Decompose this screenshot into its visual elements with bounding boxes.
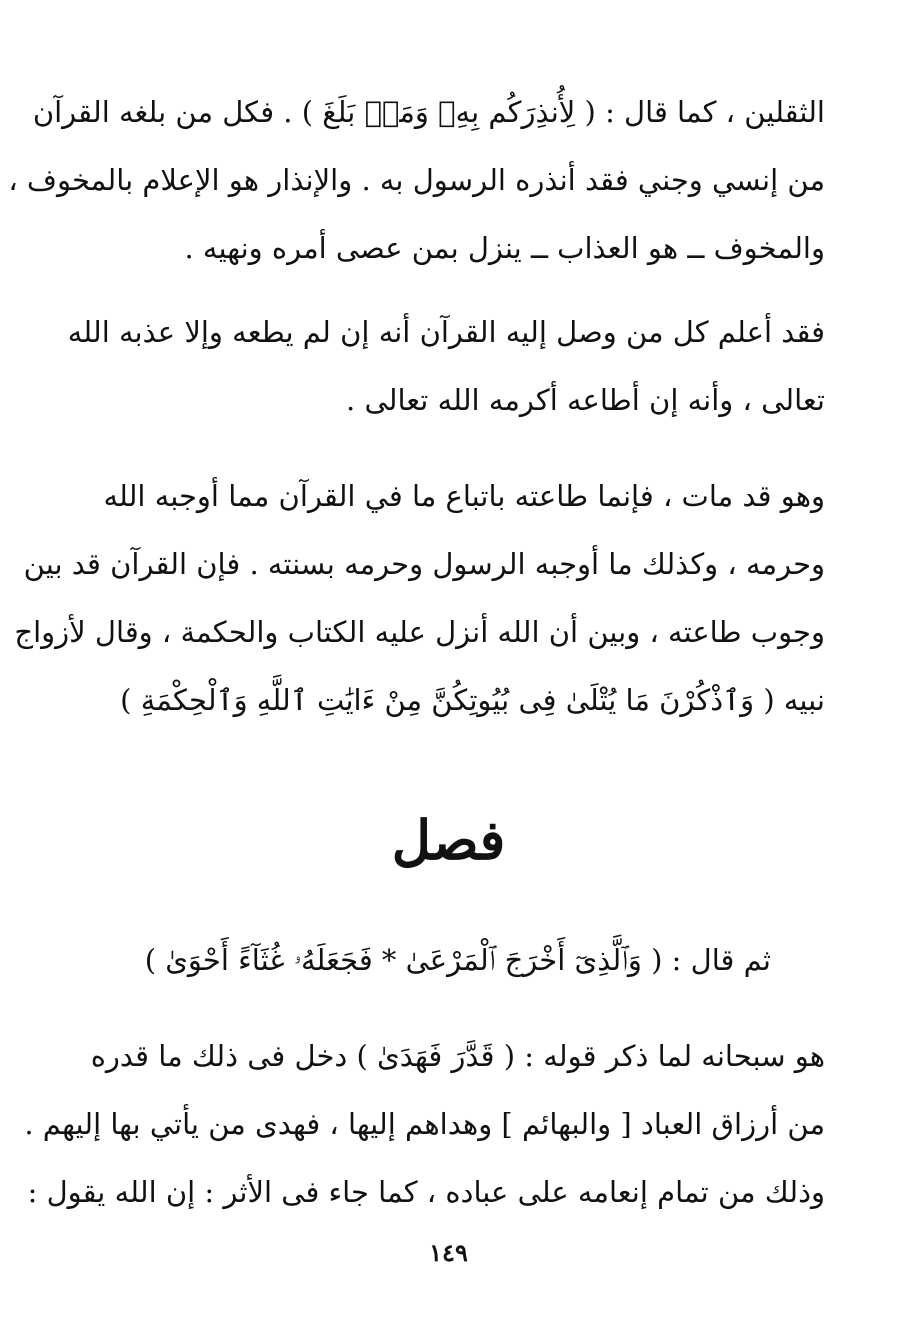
paragraph-line: الثقلين ، كما قال : ( لِأُنذِرَكُم بِهِۦ وَمَنۢ بَلَغَ ) . فكل من بلغه القرآن [32,95,825,129]
paragraph-2 [67,298,825,434]
paragraph-line: وجوب طاعته ، وبين أن الله أنزل عليه الكتاب والحكمة ، وقال لأزواج [14,615,825,649]
page-number: ١٤٩ [429,1238,468,1267]
paragraph-line: هو سبحانه لما ذكر قوله : ( قَدَّرَ فَهَدَىٰ ) دخل فى ذلك ما قدره [90,1039,825,1073]
paragraph-line: من إنسي وجني فقد أنذره الرسول به . والإنذار هو الإعلام بالمخوف ، [8,163,825,197]
paragraph-4 [24,1022,825,1226]
verse-line-block [101,926,771,994]
paragraph-1 [8,78,825,282]
section-heading [0,808,897,872]
paragraph-line: وحرمه ، وكذلك ما أوجبه الرسول وحرمه بسنته . فإن القرآن قد بين [23,547,825,581]
paragraph-line: فقد أعلم كل من وصل إليه القرآن أنه إن لم يطعه وإلا عذبه الله [67,315,825,349]
section-heading-text: فصل [391,808,506,872]
paragraph-line: من أرزاق العباد [ والبهائم ] وهداهم إليها ، فهدى من يأتي بها إليهم . [24,1107,825,1141]
paragraph-3 [14,462,825,734]
paragraph-line: وهو قد مات ، فإنما طاعته باتباع ما في القرآن مما أوجبه الله [103,479,825,513]
paragraph-line: نبيه ( وَٱذْكُرْنَ مَا يُتْلَىٰ فِى بُيُوتِكُنَّ مِنْ ءَايَٰتِ ٱللَّهِ وَٱلْحِكْمَةِ ) [120,683,825,717]
verse-line: ثم قال : ( وَٱلَّذِىٓ أَخْرَجَ ٱلْمَرْعَىٰ * فَجَعَلَهُۥ غُثَآءً أَحْوَىٰ ) [144,943,771,977]
paragraph-line: تعالى ، وأنه إن أطاعه أكرمه الله تعالى . [346,383,825,417]
paragraph-line: والمخوف ــ هو العذاب ــ ينزل بمن عصى أمره ونهيه . [184,231,825,265]
paragraph-line: وذلك من تمام إنعامه على عباده ، كما جاء فى الأثر : إن الله يقول : [27,1175,825,1209]
